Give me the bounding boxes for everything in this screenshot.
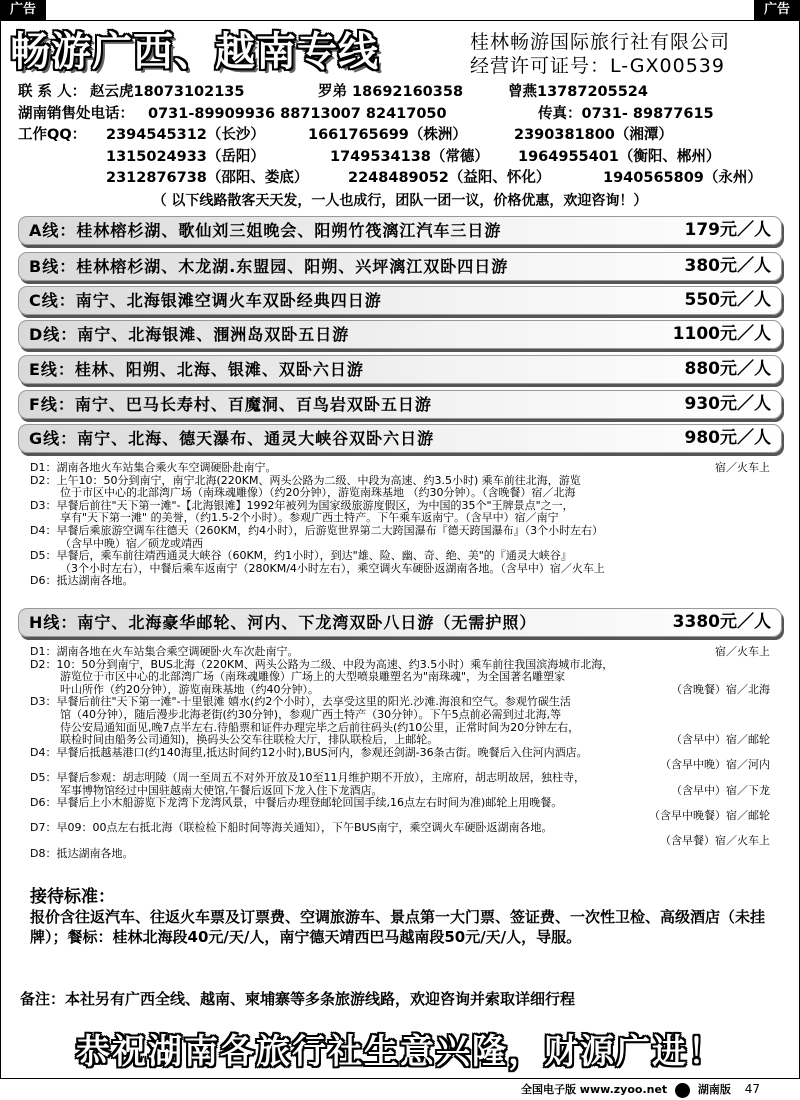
g-d3a: D3：早餐后前往"天下第一滩"-【北海银滩】1992年被列为国家级旅游度假区，为中国的35个"王牌景点"之一， xyxy=(30,498,574,512)
g-d3b: 享有"天下第一滩" 的美誉，（约1.5-2个小时）。参观广西土特产。下午乘车返南宁。（含早中）宿／南宁 xyxy=(60,511,559,525)
route-d-name: D线：南宁、北海银滩、涠洲岛双卧五日游 xyxy=(29,325,350,344)
congrats-banner: 恭祝湖南各旅行社生意兴隆，财源广进！ xyxy=(76,1032,724,1072)
route-b-name: B线：桂林榕杉湖、木龙湖.东盟园、阳朔、兴坪漓江双卧四日游 xyxy=(29,257,509,276)
banner-title: 畅游广西、越南专线 xyxy=(10,29,379,75)
route-a-price: 179元／人 xyxy=(684,220,771,240)
h-d8: D8：抵达湖南各地。 xyxy=(30,846,134,860)
h-d6-lodging: （含早中晚餐）宿／邮轮 xyxy=(649,808,770,822)
h-d1: D1：湖南各地在火车站集合乘空调硬卧火车次赴南宁。 xyxy=(30,645,299,658)
route-b-price: 380元／人 xyxy=(684,256,771,276)
route-b xyxy=(18,252,782,281)
phone-label: 湖南销售处电话： xyxy=(18,105,134,122)
route-h-price: 3380元／人 xyxy=(672,612,771,632)
g-d2a: D2：上午10：50分到南宁，南宁北海(220KM、两头公路为二级、中段为高速、约3.5小时) 乘车前往北海，游览 xyxy=(30,473,581,487)
standards-text: 报价含往返汽车、往返火车票及订票费、空调旅游车、景点第一大门票、签证费、一次性卫检、高级酒店（未挂牌）；餐标：桂林北海段40元/天/人，南宁德天靖西巴马越南段50元/天/人，导服。 xyxy=(30,908,766,946)
h-d2-lodging: （含晚餐）宿／北海 xyxy=(671,682,770,696)
remark: 备注：本社另有广西全线、越南、柬埔寨等多条旅游线路，欢迎咨询并索取详细行程 xyxy=(20,990,576,1008)
route-d xyxy=(18,320,782,349)
g-d5a: D5：早餐后，乘车前往靖西通灵大峡谷（60KM，约1小时），到达"雄、险、幽、奇、绝、美"的『通灵大峡谷』 xyxy=(30,549,572,563)
notice-line: （ 以下线路散客天天发，一人也成行，团队一团一议，价格优惠，欢迎咨询！） xyxy=(152,193,648,209)
g-itinerary xyxy=(30,462,770,588)
h-d3a: D3：早餐后前往"天下第一滩"-十里银滩 嬉水(约2个小时），去享受这里的阳光.沙滩.海浪和空气。参观竹碳生活 xyxy=(30,695,571,709)
g-d2b: 位于市区中心的北部湾广场（南珠魂雕像）（约20分钟），游览南珠基地 （约30分钟）。（含晚餐）宿／北海 xyxy=(60,486,576,500)
qq-hengyang: 1964955401（衡阳、郴州） xyxy=(518,148,721,165)
route-c-name: C线：南宁、北海银滩空调火车双卧经典四日游 xyxy=(29,291,382,310)
top-rule xyxy=(0,20,800,21)
h-d2a: D2：10：50分到南宁，BUS北海（220KM、两头公路为二级、中段为高速、约3.5小时）乘车前往我国滨海城市北海， xyxy=(30,657,614,671)
license-number: 经营许可证号：L-GX00539 xyxy=(470,55,725,77)
route-a-name: A线：桂林榕杉湖、歌仙刘三姐晚会、阳朔竹筏漓江汽车三日游 xyxy=(29,221,502,240)
h-d5a: D5：早餐后参观：胡志明陵（周一至周五不对外开放及10至11月维护期不开放），主席府，胡志明故居，独柱寺， xyxy=(30,770,585,784)
company-block xyxy=(470,30,790,78)
qq-yiyang: 2248489052（益阳、怀化） xyxy=(348,170,551,186)
footer xyxy=(521,1081,760,1098)
h-itinerary xyxy=(30,646,770,860)
footer-site: 全国电子版 www.zyoo.net xyxy=(520,1083,668,1096)
qq-shaoyang: 2312876738（邵阳、娄底） xyxy=(106,170,309,186)
qq-zhuzhou: 1661765699（株洲） xyxy=(308,127,467,143)
newspaper-logo-icon xyxy=(675,1083,690,1098)
route-g-price: 980元／人 xyxy=(684,428,771,448)
g-d1: D1：湖南各地火车站集合乘火车空调硬卧赴南宁。 xyxy=(30,461,277,474)
footer-rule xyxy=(0,1078,800,1079)
h-d7-lodging: （含早餐）宿／火车上 xyxy=(660,833,770,847)
h-d6a: D6：早餐后上小木船游览下龙湾下龙湾风景，中餐后办理登邮轮回国手续,16点左右时间为准)邮轮上用晚餐。 xyxy=(30,796,563,810)
route-e-name: E线：桂林、阳朔、北海、银滩、双卧六日游 xyxy=(29,360,364,379)
g-d6: D6：抵达湖南各地。 xyxy=(30,574,134,588)
qq-yongzhou: 1940565809（永州） xyxy=(603,170,762,186)
g-d1-lodging: 宿／火车上 xyxy=(715,461,770,474)
ad-tag-right: 广告 xyxy=(754,0,800,20)
footer-edition: 湖南版 xyxy=(697,1083,731,1096)
h-d3b: 馆（40分钟），随后漫步北海老街(约30分钟)，参观广西土特产（30分钟）。下午5点前必需到过北海,等 xyxy=(60,707,562,721)
qq-changde: 1749534138（常德） xyxy=(330,148,489,165)
qq-yueyang: 1315024933（岳阳） xyxy=(106,148,265,165)
fax-number: 传真：0731- 89877615 xyxy=(538,105,714,122)
h-d3c: 侍公安局通知面见,晚7点半左右.待船票和证件办理完毕之后前往码头(约10公里，正常时间为20分钟左右， xyxy=(60,720,580,734)
standards-title: 接待标准： xyxy=(30,887,115,907)
route-f-name: F线：南宁、巴马长寿村、百魔洞、百鸟岩双卧五日游 xyxy=(29,395,432,414)
g-d4a: D4：早餐后乘旅游空调车往德天（260KM，约4小时），后游览世界第二大跨国瀑布『德天跨国瀑布』（3个小时左右） xyxy=(30,523,604,537)
contact-zeng: 曾燕13787205524 xyxy=(508,84,648,100)
company-name: 桂林畅游国际旅行社有限公司 xyxy=(470,31,731,53)
h-d4-lodging: （含早中晚）宿／河内 xyxy=(660,758,770,772)
phone-numbers: 0731-89909936 88713007 82417050 xyxy=(148,105,447,122)
route-f xyxy=(18,390,782,419)
route-h xyxy=(18,608,782,637)
h-d3d: 联检时间由船务公司通知)，换码头公交车往联检大厅，排队联检后，上邮轮。 xyxy=(60,733,439,747)
h-d7a: D7：早09：00点左右抵北海（联检检下船时间等海关通知），下午BUS南宁，乘空调火车硬卧返湖南各地。 xyxy=(30,821,553,835)
h-d5-lodging: （含早中）宿／下龙 xyxy=(671,783,770,797)
route-e-price: 880元／人 xyxy=(684,359,771,379)
qq-xiangtan: 2390381800（湘潭） xyxy=(514,127,673,143)
route-f-price: 930元／人 xyxy=(684,394,771,414)
route-e xyxy=(18,355,782,384)
h-d2b: 游览位于市区中心的北部湾广场（南珠魂雕像）广场上的大型喷泉雕塑名为"南珠魂"，为全国著名雕塑家 xyxy=(60,670,566,684)
contact-zhao: 赵云虎18073102135 xyxy=(90,84,245,100)
left-border xyxy=(0,20,1,1078)
page-number: 47 xyxy=(744,1082,760,1096)
h-d2c: 叶山所作（约20分钟），游览南珠基地（约40分钟）。 xyxy=(60,682,319,696)
route-g-name: G线：南宁、北海、德天瀑布、通灵大峡谷双卧六日游 xyxy=(29,429,435,448)
route-c xyxy=(18,286,782,315)
route-h-name: H线：南宁、北海豪华邮轮、河内、下龙湾双卧八日游（无需护照） xyxy=(29,613,537,632)
qq-changsha: 2394545312（长沙） xyxy=(106,127,265,143)
g-d5b: （3个小时左右），中餐后乘车返南宁（280KM/4小时左右），乘空调火车硬卧返湖南各地。（含早中）宿／火车上 xyxy=(60,561,605,575)
h-d4a: D4：早餐后抵越基港口(约140海里,抵达时间约12小时),BUS河内，参观还剑湖-36条古街。晚餐后入住河内酒店。 xyxy=(30,745,588,759)
route-a xyxy=(18,216,782,245)
h-d3-lodging: （含早中）宿／邮轮 xyxy=(671,733,770,747)
g-d4b: （含早中晚）宿／硕龙或靖西 xyxy=(60,536,203,550)
route-g xyxy=(18,424,782,453)
route-c-price: 550元／人 xyxy=(684,290,771,310)
h-d1-lodging: 宿／火车上 xyxy=(715,645,770,658)
qq-label: 工作QQ： xyxy=(18,127,87,143)
h-d5b: 军事博物馆经过中国驻越南大使馆,午餐后返回下龙入住下龙酒店。 xyxy=(60,783,383,797)
contacts-block xyxy=(18,82,788,190)
contact-luo: 罗弟 18692160358 xyxy=(318,84,464,100)
ad-tag-left: 广告 xyxy=(0,0,46,20)
route-d-price: 1100元／人 xyxy=(672,324,771,344)
contacts-label: 联 系 人： xyxy=(18,84,87,100)
